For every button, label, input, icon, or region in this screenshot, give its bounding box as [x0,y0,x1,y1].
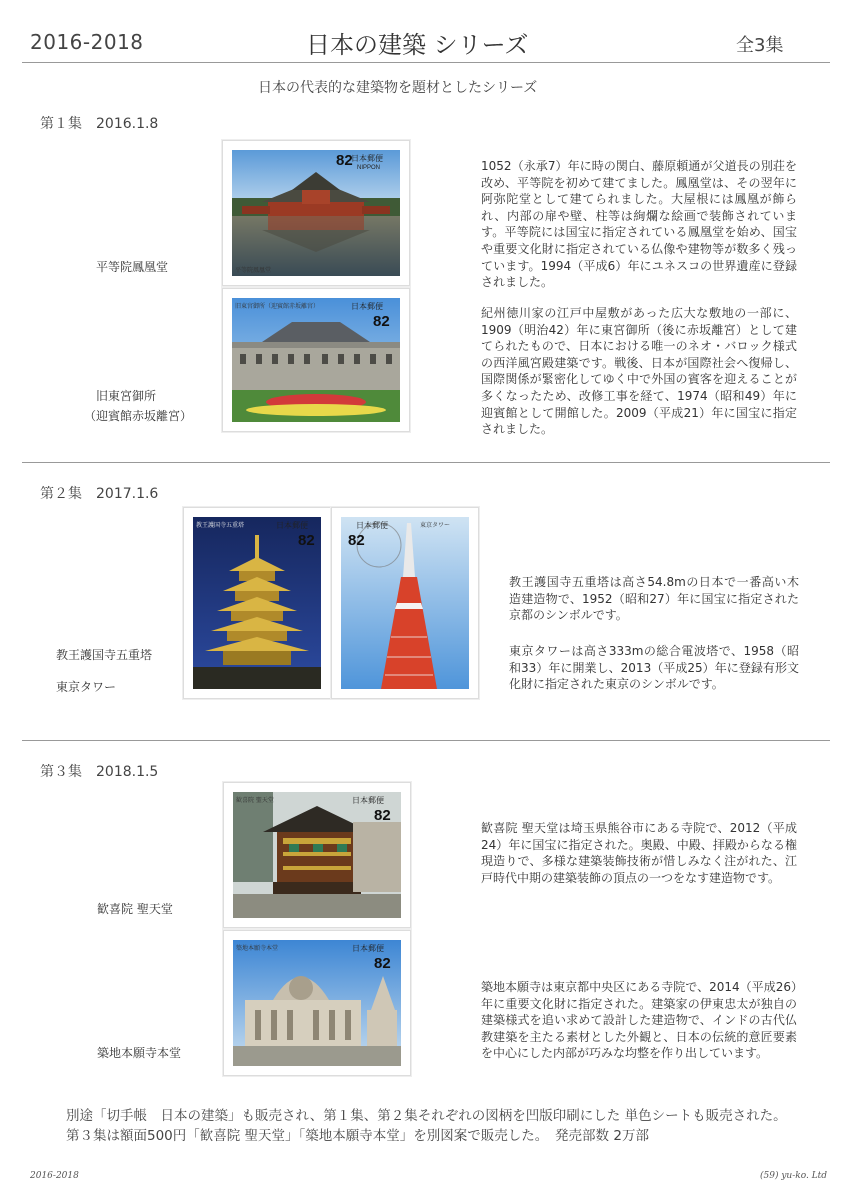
set-3-date: 2018.1.5 [96,764,159,780]
stamp-value: 82 [374,955,391,972]
stamp-country: 日本郵便 [352,796,384,805]
stamp-akasaka [222,288,410,432]
stamp-value: 82 [298,532,315,549]
stamp-kangiin [223,782,411,928]
stamp-caption: 教王護国寺五重塔 [196,522,245,529]
stamp-caption: 旧東宮御所（迎賓館赤坂離宮） [235,303,320,310]
stamp-nippon: NIPPON [357,165,381,171]
stamp-country: 日本郵便 [276,521,308,530]
sales-note: 別途「切手帳 日本の建築」も販売され、第１集、第２集それぞれの図柄を凹版印刷にした 単色シートも販売された。第３集は額面500円「歓喜院 聖天堂」「築地本願寺本堂」を別図案で販売した。 発売部数 2万部 [66,1108,787,1144]
stamp-toji-pagoda [183,507,331,699]
desc-tsukiji: 築地本願寺は東京都中央区にある寺院で、2014（平成26）年に重要文化財に指定された。建築家の伊東忠太が独自の建築様式を追い求めて設計した建造物で、インドの古代仏教建築を主たる素材とした外観と、日本の伝統的意匠要素を中心にした内部が巧みな均整を作り出しています。 [481,980,797,1061]
stamp-caption: 築地本願寺本堂 [236,945,279,952]
stamp-value: 82 [348,532,365,549]
desc-akasaka: 紀州徳川家の江戸中屋敷があった広大な敷地の一部に、1909（明治42）年に東宮御所（後に赤坂離宮）として建てられたもので、日本における唯一のネオ・バロック様式の西洋風宮殿建築です。戦後、日本が国際社会へ復帰し、国際関係が緊密化してゆく中で外国の賓客を迎えることが多くなったため、改修工事を経て、1974（昭和49）年に迎賓館として開館した。2009（平成21）年に国宝に指定されました。 [481,306,797,437]
set-1-heading [40,113,158,133]
set-3-label: 第３集 [40,764,82,780]
set-3-heading [40,761,158,781]
footer-years: 2016-2018 [30,1171,79,1181]
stamp-name-akasaka-sub: （迎賓館赤坂離宮） [84,409,193,423]
stamp-value: 82 [336,152,353,169]
stamp-country: 日本郵便 [351,302,383,311]
desc-byodoin: 1052（永承7）年に時の関白、藤原頼通が父道長の別荘を改め、平等院を初めて建てました。鳳凰堂は、その翌年に阿弥陀堂として建てられました。大屋根には鳳凰が飾られ、内部の扉や壁、柱等は絢爛な絵画で装飾されています。平等院には国宝に指定されている鳳凰堂を始め、国宝や重要文化財に指定されている仏像や建物等が数多く残っています。1994（平成6）年にユネスコの世界遺産に登録されました。 [481,159,797,290]
stamp-name-toji: 教王護国寺五重塔 [56,648,153,662]
desc-kangiin: 歓喜院 聖天堂は埼玉県熊谷市にある寺院で、2012（平成24）年に国宝に指定された。奥殿、中殿、拝殿からなる権現造りで、多様な建築装飾技術が惜しみなく注がれた、江戸時代中期の建築装飾の頂点の一つをなす建造物です。 [481,821,797,885]
header-rule [22,62,830,63]
stamp-country: 日本郵便 [351,154,383,163]
stamp-value: 82 [374,807,391,824]
set-divider-2 [22,740,830,741]
desc-tower: 東京タワーは高さ333mの総合電波塔で、1958（昭和33）年に開業し、2013（平成25）年に登録有形文化財に指定された東京のシンボルです。 [509,644,799,692]
series-count: 全3集 [736,35,784,56]
set-1-label: 第１集 [40,116,82,132]
desc-toji: 教王護国寺五重塔は高さ54.8mの日本で一番高い木造建造物で、1952（昭和27）年に国宝に指定された京都のシンボルです。 [509,575,799,623]
stamp-country: 日本郵便 [352,944,384,953]
page-subtitle: 日本の代表的な建築物を題材としたシリーズ [258,80,538,96]
stamp-tsukiji [223,930,411,1076]
set-2-date: 2017.1.6 [96,486,159,502]
stamp-caption: 歓喜院 聖天堂 [236,797,274,804]
stamp-caption: 平等院鳳凰堂 [235,267,272,274]
set-2-label: 第２集 [40,486,82,502]
page-title: 日本の建築 シリーズ [306,31,529,59]
stamp-country: 日本郵便 [356,521,388,530]
stamp-caption: 東京タワー [420,522,451,529]
set-2-heading [40,483,158,503]
stamp-tokyo-tower [331,507,479,699]
stamp-name-tsukiji: 築地本願寺本堂 [97,1046,182,1060]
header-years: 2016-2018 [30,30,144,54]
set-1-date: 2016.1.8 [96,116,159,132]
stamp-name-tower: 東京タワー [56,680,117,694]
footer-page: (59) yu-ko. Ltd [760,1171,828,1181]
stamp-name-byodoin: 平等院鳳凰堂 [96,260,169,274]
stamp-byodoin [222,140,410,286]
stamp-name-kangiin: 歓喜院 聖天堂 [97,902,173,916]
stamp-name-akasaka: 旧東宮御所 [96,389,157,403]
stamp-value: 82 [373,313,390,330]
set-divider-1 [22,462,830,463]
